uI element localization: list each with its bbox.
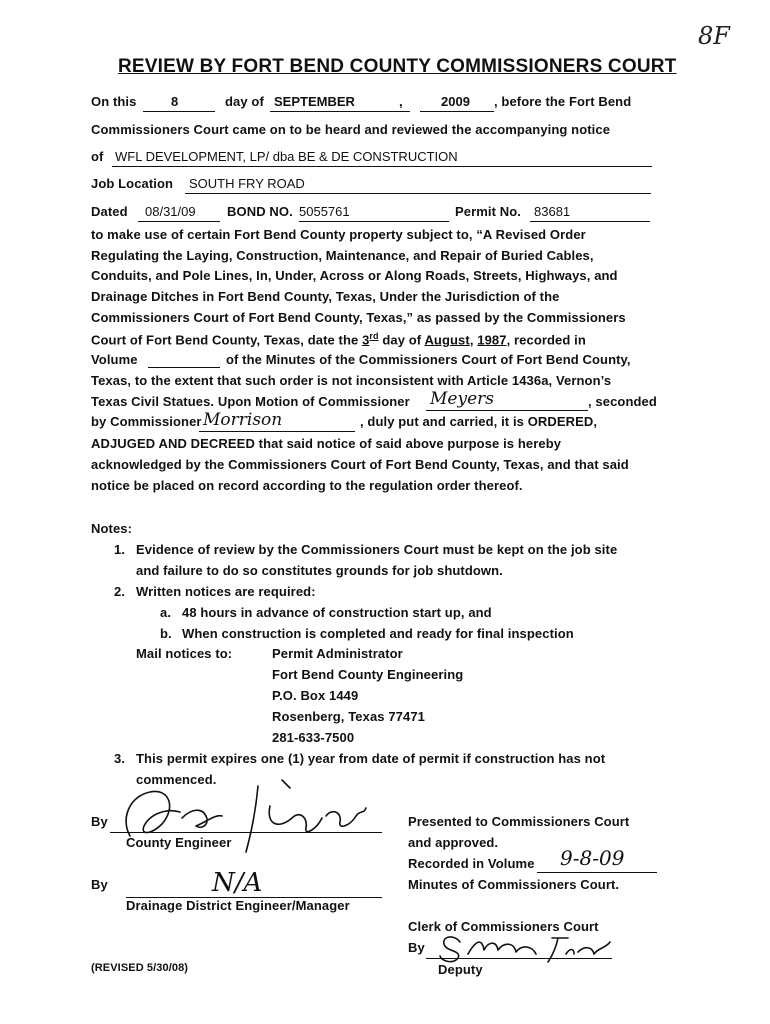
note-1-line-a: Evidence of review by the Commissioners Court must be kept on the job site <box>136 542 618 557</box>
body-line-3: Conduits, and Pole Lines, In, Under, Across or Along Roads, Streets, Highways, and <box>91 268 618 283</box>
address-line-2: Fort Bend County Engineering <box>272 667 464 682</box>
body-line-4: Drainage Ditches in Fort Bend County, Texas, Under the Jurisdiction of the <box>91 289 560 304</box>
comma-text: , <box>399 94 403 109</box>
day-of-label: day of <box>225 94 264 109</box>
body-line-9: Texas Civil Statues. Upon Motion of Commissioner <box>91 394 410 409</box>
body-line-13: notice be placed on record according to the regulation order thereof. <box>91 478 523 493</box>
address-line-3: P.O. Box 1449 <box>272 688 359 703</box>
body-line-1: to make use of certain Fort Bend County property subject to, “A Revised Order <box>91 227 586 242</box>
body-line-11: ADJUGED AND DECREED that said notice of said above purpose is hereby <box>91 436 562 451</box>
body-line-6-c: , <box>469 332 478 348</box>
month-field[interactable]: SEPTEMBER <box>274 94 355 109</box>
body-line-6-d: , recorded in <box>506 332 586 348</box>
county-engineer-label: County Engineer <box>126 835 232 850</box>
job-location-label: Job Location <box>91 176 174 191</box>
volume-label: Volume <box>91 352 138 367</box>
of-field[interactable]: WFL DEVELOPMENT, LP/ dba BE & DE CONSTRUCTION <box>115 149 458 164</box>
note-3-line-b: commenced. <box>136 772 217 787</box>
drainage-engineer-label: Drainage District Engineer/Manager <box>126 898 350 913</box>
motion-commissioner-signature[interactable]: Meyers <box>430 389 494 409</box>
address-line-1: Permit Administrator <box>272 646 403 661</box>
address-line-4: Rosenberg, Texas 77471 <box>272 709 425 724</box>
of-label: of <box>91 149 104 164</box>
note-1-number: 1. <box>114 542 126 557</box>
mail-notices-label: Mail notices to: <box>136 646 233 661</box>
clerk-label: Clerk of Commissioners Court <box>408 919 599 934</box>
drainage-signature[interactable]: N/A <box>212 868 263 898</box>
recorded-volume-signature[interactable]: 9-8-09 <box>560 846 625 870</box>
body-line-8: Texas, to the extent that such order is not inconsistent with Article 1436a, Vernon’s <box>91 373 612 388</box>
by-label-3: By <box>408 940 425 955</box>
body-month: August <box>424 332 470 348</box>
dated-label: Dated <box>91 204 128 219</box>
note-2a-letter: a. <box>160 605 172 620</box>
body-year: 1987 <box>477 332 507 348</box>
deputy-clerk-signature <box>428 924 628 966</box>
corner-mark: 8F <box>698 22 730 50</box>
body-line-7: of the Minutes of the Commissioners Court of Fort Bend County, <box>226 352 631 367</box>
bond-field[interactable]: 5055761 <box>299 204 350 219</box>
note-1-line-b: and failure to do so constitutes grounds for job shutdown. <box>136 563 503 578</box>
note-2-number: 2. <box>114 584 126 599</box>
body-line-6 <box>91 331 586 347</box>
permit-label: Permit No. <box>455 204 522 219</box>
body-line-12: acknowledged by the Commissioners Court of Fort Bend County, Texas, and that said <box>91 457 629 472</box>
notes-label: Notes: <box>91 521 133 536</box>
note-3-line-a: This permit expires one (1) year from date of permit if construction has not <box>136 751 606 766</box>
body-line-5: Commissioners Court of Fort Bend County, Texas,” as passed by the Commissioners <box>91 310 626 325</box>
day-field[interactable]: 8 <box>171 94 179 109</box>
second-commissioner-signature[interactable]: Morrison <box>203 410 283 430</box>
revised-date: (REVISED 5/30/08) <box>91 962 189 974</box>
minutes-text: Minutes of Commissioners Court. <box>408 877 620 892</box>
note-2-text: Written notices are required: <box>136 584 316 599</box>
body-line-6-a: Court of Fort Bend County, Texas, date the <box>91 332 363 348</box>
note-2a-text: 48 hours in advance of construction start up, and <box>182 605 492 620</box>
page-title: REVIEW BY FORT BEND COUNTY COMMISSIONERS COURT <box>118 56 677 77</box>
address-phone: 281-633-7500 <box>272 730 355 745</box>
note-2b-text: When construction is completed and ready for final inspection <box>182 626 574 641</box>
note-3-number: 3. <box>114 751 126 766</box>
recorded-label: Recorded in Volume <box>408 856 535 871</box>
permit-field[interactable]: 83681 <box>534 204 571 219</box>
dated-field[interactable]: 08/31/09 <box>145 204 196 219</box>
body-day: 3 <box>362 332 370 348</box>
second-commissioner-label: by Commissioner <box>91 414 202 429</box>
by-label-2: By <box>91 877 108 892</box>
job-location-field[interactable]: SOUTH FRY ROAD <box>189 176 305 191</box>
presented-line-1: Presented to Commissioners Court <box>408 814 630 829</box>
intro-line: Commissioners Court came on to be heard and reviewed the accompanying notice <box>91 122 611 137</box>
by-label-1: By <box>91 814 108 829</box>
body-line-6-b: day of <box>378 332 425 348</box>
before-text: , before the Fort Bend <box>494 94 632 109</box>
on-this-label: On this <box>91 94 137 109</box>
body-line-2: Regulating the Laying, Construction, Maintenance, and Repair of Buried Cables, <box>91 248 594 263</box>
body-day-suffix: rd <box>369 331 379 341</box>
presented-line-2: and approved. <box>408 835 499 850</box>
year-field[interactable]: 2009 <box>441 94 470 109</box>
seconded-text: , seconded <box>588 394 657 409</box>
ordered-text: , duly put and carried, it is ORDERED, <box>360 414 598 429</box>
bond-label: BOND NO. <box>227 204 293 219</box>
note-2b-letter: b. <box>160 626 172 641</box>
deputy-label: Deputy <box>438 962 483 977</box>
